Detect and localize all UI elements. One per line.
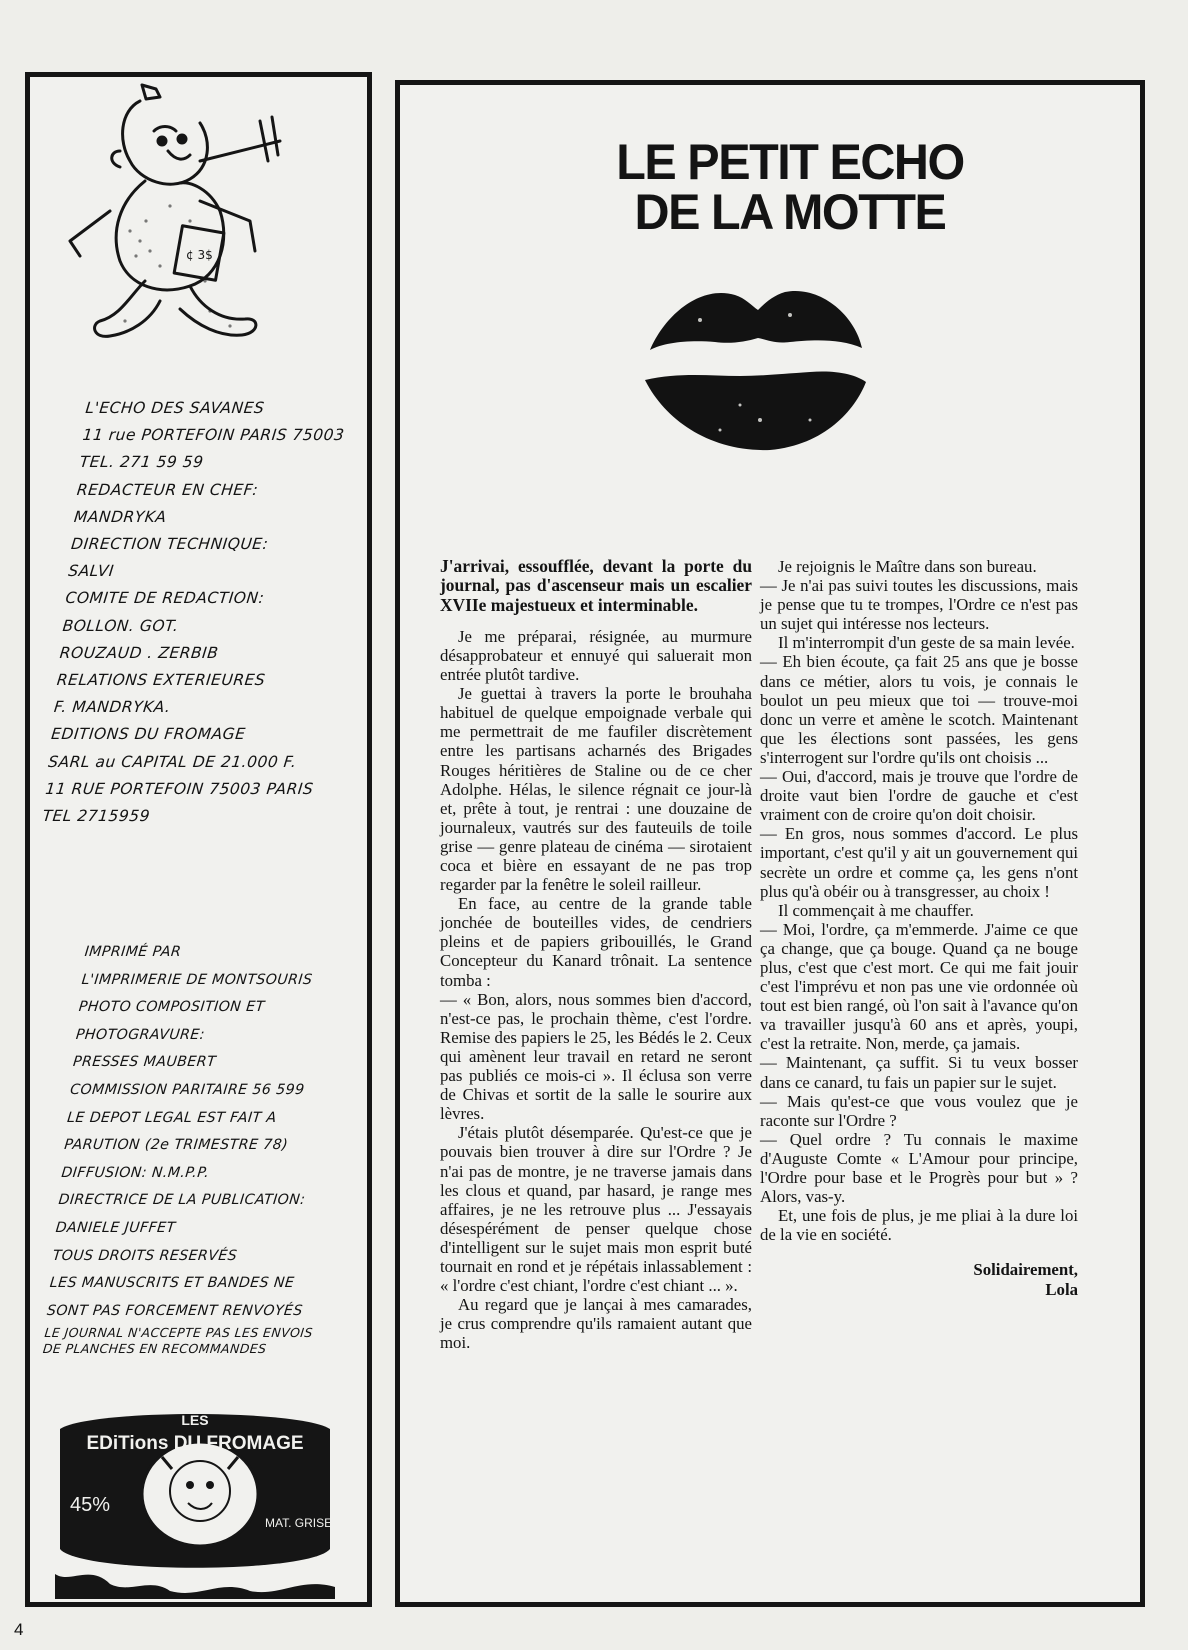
article-paragraph: — Oui, d'accord, mais je trouve que l'ordre de droite vaut bien l'ordre de gauche et c'est vraiment con de croire qu'on doit choisir. [760,767,1078,825]
page-number: 4 [14,1620,24,1639]
printing-credits [42,939,386,1357]
article-paragraph: Il commençait à me chauffer. [778,900,974,920]
credit-line: MANDRYKA [73,507,168,526]
article-paragraph: Je guettai à travers la porte le brouhaha habituel de quelque empoignade verbale qui me permettrait de me faufiler discrètement entre les partisans acharnés des Brigades Rouges héritières de Staline ou de ce cher Adolphe. Hélas, le silence régnait ce jour-là et, prête à tout, je rentrai : une douzaine de journaleux, vautrés sur des fauteuils de toile grise — genre plateau de cinéma — sirotaient coca et bière en essayant de ne pas trop regarder par la fenêtre le soleil railleur. [440,684,752,895]
credit-line: BOLLON. GOT. [61,616,180,635]
article-title [499,134,1081,240]
article-paragraph: Je rejoignis le Maître dans son bureau. [778,557,1037,576]
signoff-line: Solidairement, [973,1260,1078,1280]
logo-name-text: EDiTions DU FROMAGE [86,1433,304,1454]
article-paragraph: — « Bon, alors, nous sommes bien d'accord, n'est-ce pas, le prochain thème, c'est l'ordre. Remise des papiers le 25, les Bédés le 2. Ceux qui amènent leur travail en retard ne seront pas publiés ce mois-ci ». Il éclusa son verre de Chivas et sortit de la salle le sourire aux lèvres. [440,989,752,1124]
credit-line: 11 RUE PORTEFOIN 75003 PARIS [44,779,315,798]
printing-line: PARUTION (2e TRIMESTRE 78) [63,1137,289,1154]
printing-line: PHOTOGRAVURE: [75,1026,206,1043]
article-paragraph: Je me préparai, résignée, au murmure désapprobateur et ennuyé qui saluerait mon entrée plutôt tardive. [440,626,752,685]
credit-line: REDACTEUR EN CHEF: [75,480,260,499]
article-paragraph: En face, au centre de la grande table jonchée de bouteilles vides, de cendriers pleins et de papiers gribouillés, le Grand Concepteur du Kanard trônait. La sentence tomba : [440,894,752,990]
svg-text:¢ 3$: ¢ 3$ [186,248,213,262]
printing-line: PHOTO COMPOSITION ET [77,999,266,1016]
credit-line: ROUZAUD . ZERBIB [58,643,220,662]
article-paragraph: — Eh bien écoute, ça fait 25 ans que je bosse dans ce métier, alors tu vois, je connais le boulot un peu mieux que toi — trouve-moi donc un verre et amène le scotch. Maintenant que les élections sont passées, les gens s'interrogent sur l'ordre qu'ils ont choisis ... [760,652,1078,767]
printing-line: LES MANUSCRITS ET BANDES NE [48,1275,296,1292]
credit-line: SALVI [67,562,115,581]
printing-line: DANIELE JUFFET [54,1219,177,1236]
credits-list [41,395,377,830]
printing-line: DIFFUSION: N.M.P.P. [60,1164,211,1181]
notice-line: DE PLANCHES EN RECOMMANDES [42,1341,268,1357]
article-paragraph: — Quel ordre ? Tu connais le maxime d'Auguste Comte « L'Amour pour principe, l'Ordre pour base et le Progrès pour but » ? Alors, vas-y. [760,1129,1078,1207]
printing-line: SONT PAS FORCEMENT RENVOYÉS [46,1302,304,1319]
credit-line: TEL. 271 59 59 [78,453,205,472]
article-lead: J'arrivai, essoufflée, devant la porte du journal, pas d'ascenseur mais un escalier XVIIe majestueux et interminable. [440,556,752,615]
title-line-2: DE LA MOTTE [634,184,946,240]
masthead-box [25,72,372,1607]
logo-top-text: LES [181,1412,209,1428]
logo-percent-text: 45% [70,1494,111,1516]
credit-line: TEL 2715959 [41,807,151,826]
article-paragraph: J'étais plutôt désemparée. Qu'est-ce que je pouvais bien trouver à dire sur l'Ordre ? Je n'ai pas de montre, je ne traverse jamais dans les clous et quand, par hasard, je range mes affaires, je ne les retrouve plus ... J'essayais désespérément de penser quelque chose d'intelligent sur le sujet mais mon esprit buté tournait en rond et je répétais inlassablement : « l'ordre c'est chiant, l'ordre c'est chiant ... ». [440,1123,752,1296]
credit-line: COMITE DE REDACTION: [64,589,266,608]
credit-line: RELATIONS EXTERIEURES [55,671,267,690]
credit-line: L'ECHO DES SAVANES [84,399,266,417]
article-paragraph: — Moi, l'ordre, ça m'emmerde. J'aime ce que ça change, que ça bouge. Quand ça ne bouge plus, c'est que c'est mort. Ce qui me fait jouir c'est l'imprévu et non pas une vie ordonnée où tout est bien rangé, où l'on sait à l'avance qu'on va travailler jusqu'à 60 ans et après, youpi, c'est la retraite. Non, merde, ça jamais. [760,919,1078,1054]
credit-line: SARL au CAPITAL DE 21.000 F. [47,752,298,771]
printing-line: LE DEPOT LEGAL EST FAIT A [66,1109,278,1126]
article-paragraph: — Je n'ai pas suivi toutes les discussions, mais je pense que tu te trompes, l'Ordre ce n'est pas un sujet qui intéresse nos lecteurs. [760,576,1078,634]
notice-line: LE JOURNAL N'ACCEPTE PAS LES ENVOIS [43,1325,314,1341]
printing-line: COMMISSION PARITAIRE 56 599 [69,1081,306,1098]
title-line-1: LE PETIT ECHO [616,134,964,190]
article-paragraph: — En gros, nous sommes d'accord. Le plus important, c'est qu'il y ait un gouvernement qui secrète un ordre et comme ça, les gens n'ont plus qu'à obéir ou à transgresser, au choix ! [760,824,1078,901]
credit-line: EDITIONS DU FROMAGE [50,725,247,744]
printing-line: PRESSES MAUBERT [72,1054,217,1071]
printing-line: IMPRIMÉ PAR [83,944,183,960]
signoff-author: Lola [1045,1280,1078,1300]
printing-line: DIRECTRICE DE LA PUBLICATION: [57,1192,307,1209]
article-paragraph: — Mais qu'est-ce que vous voulez que je raconte sur l'Ordre ? [760,1091,1078,1130]
printing-line: TOUS DROITS RESERVÉS [51,1247,238,1264]
credit-line: DIRECTION TECHNIQUE: [70,535,270,554]
lipstick-kiss-image [640,280,870,455]
article-signoff [760,1260,1078,1300]
credit-line: F. MANDRYKA. [53,698,172,717]
mascot-illustration [50,81,290,351]
logo-mat-text: MAT. GRISE [265,1516,333,1530]
article-paragraph: Et, une fois de plus, je me pliai à la dure loi de la vie en société. [760,1206,1078,1245]
article-paragraph: — Maintenant, ça suffit. Si tu veux bosser dans ce canard, tu fais un papier sur le sujet. [760,1053,1078,1092]
article-column-2 [760,557,1078,1300]
credit-line: 11 rue PORTEFOIN PARIS 75003 [81,426,346,445]
article-column-1 [440,557,752,1352]
article-paragraph: Il m'interrompit d'un geste de sa main levée. [778,633,1075,653]
printing-line: L'IMPRIMERIE DE MONTSOURIS [80,971,314,988]
editions-du-fromage-logo [50,1399,340,1599]
article-box [395,80,1145,1607]
article-paragraph: Au regard que je lançai à mes camarades, je crus comprendre qu'ils ramaient autant que moi. [440,1295,752,1353]
